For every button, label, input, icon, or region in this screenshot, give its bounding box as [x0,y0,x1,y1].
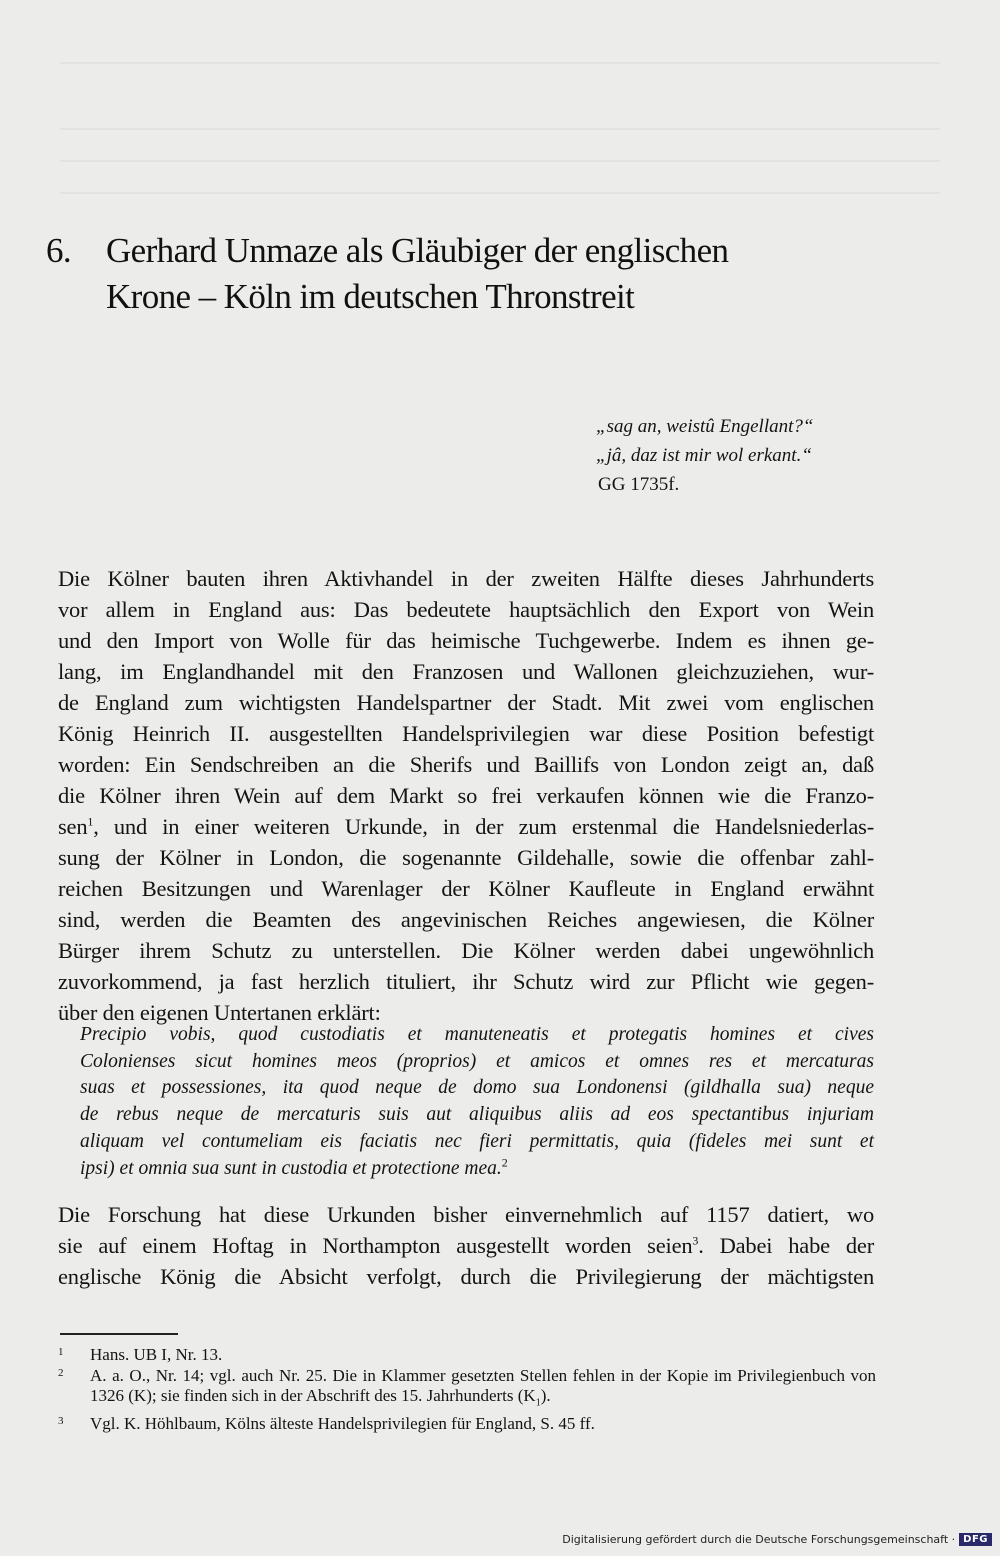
text-line: worden: Ein Sendschreiben an die Sherifs und Baillifs von London zeigt an, daß [58,752,874,777]
text-line: englische König die Absicht verfolgt, durch die Privilegierung der mächtigsten [58,1264,874,1289]
text-line: sind, werden die Beamten des angevinischen Reiches angewiesen, die Kölner [58,907,874,932]
text-line: reichen Besitzungen und Warenlager der Kölner Kaufleute in England erwähnt [58,876,874,901]
text-line: zuvorkommend, ja fast herzlich tituliert, ihr Schutz wird zur Pflicht wie gegen- [58,969,874,994]
text-line: lang, im Englandhandel mit den Franzosen und Wallonen gleichzuziehen, wur- [58,659,874,684]
footnote-ref-3: 3 [692,1233,699,1248]
text-line: die Kölner ihren Wein auf dem Markt so frei verkaufen können wie die Franzo- [58,783,874,808]
footnote-2 [58,1366,876,1414]
epigraph-line-1: „sag an, weistû Engellant?“ [596,416,814,437]
text-line [58,1230,874,1261]
text-fragment: sen [58,814,88,839]
quote-line: Precipio vobis, quod custodiatis et manuteneatis et protegatis homines et cives [80,1024,874,1045]
body-paragraph-1 [58,563,874,1028]
footnote-mark: 3 [58,1414,64,1427]
text-fragment: A. a. O., Nr. 14; vgl. auch Nr. 25. Die in Klammer gesetzten Stellen fehlen in der Kopie im Privilegienbuch von 1326 (K); sie finden sich in der Abschrift des 15. Jahrhunderts (K [90,1365,876,1405]
digitization-credit [562,1530,992,1548]
footnote-text [90,1366,876,1414]
text-fragment: . Dabei habe der [698,1233,874,1258]
body-paragraph-2 [58,1199,874,1292]
chapter-number: 6. [46,231,72,270]
text-line: sung der Kölner in London, die sogenannte Gildehalle, sowie die offenbar zahl- [58,845,874,870]
show-through-line [60,192,940,194]
subscript: 1 [535,1397,541,1409]
footnote-mark: 2 [58,1366,64,1379]
text-fragment: , und in einer weiteren Urkunde, in der zum erstenmal die Handelsniederlas- [93,814,874,839]
footnote-ref-2: 2 [501,1155,508,1170]
footnote-mark: 1 [58,1346,64,1358]
footnote-separator [60,1333,178,1335]
text-line: König Heinrich II. ausgestellten Handelsprivilegien war diese Position befestigt [58,721,874,746]
epigraph-source: GG 1735f. [598,474,680,495]
text-line: Die Forschung hat diese Urkunden bisher einvernehmlich auf 1157 datiert, wo [58,1202,874,1227]
footnote-text: Hans. UB I, Nr. 13. [90,1345,223,1364]
credit-text: Digitalisierung gefördert durch die Deutsche Forschungsgemeinschaft · [562,1532,956,1546]
latin-quote [80,1022,874,1182]
chapter-heading [46,228,728,320]
quote-line [80,1156,874,1183]
text-fragment: sie auf einem Hoftag in Northampton ausgestellt worden seien [58,1233,693,1258]
quote-line: suas et possessiones, ita quod neque de domo sua Londonensi (gildhalla sua) neque [80,1077,874,1099]
text-line: Bürger ihrem Schutz zu unterstellen. Die Kölner werden dabei ungewöhnlich [58,938,874,963]
text-fragment: ipsi) et omnia sua sunt in custodia et protectione mea. [80,1157,502,1179]
show-through-line [60,62,940,64]
footnote-3 [58,1414,876,1435]
text-line: und den Import von Wolle für das heimische Tuchgewerbe. Indem es ihnen ge- [58,628,874,653]
text-line: über den eigenen Untertanen erklärt: [58,1000,381,1025]
chapter-title-line-1: Gerhard Unmaze als Gläubiger der englischen [106,231,729,270]
footnote-text: Vgl. K. Höhlbaum, Kölns älteste Handelsprivilegien für England, S. 45 ff. [90,1413,595,1433]
footnotes [58,1345,876,1434]
footnote-ref-1: 1 [87,814,94,829]
text-line: vor allem in England aus: Das bedeutete hauptsächlich den Export von Wein [58,597,874,622]
dfg-logo-icon: DFG [959,1533,992,1546]
chapter-title-line-2: Krone – Köln im deutschen Thronstreit [106,277,635,316]
quote-line: Colonienses sicut homines meos (proprios) et amicos et omnes res et mercaturas [80,1050,874,1072]
quote-line: de rebus neque de mercaturis suis aut aliquibus aliis ad eos spectantibus injuriam [80,1104,874,1126]
text-fragment: ). [540,1386,551,1405]
quote-line: aliquam vel contumeliam eis faciatis nec fieri permittatis, quia (fideles mei sunt et [80,1130,874,1152]
text-line: de England zum wichtigsten Handelspartner der Stadt. Mit zwei vom englischen [58,690,874,715]
show-through-line [60,128,940,130]
footnote-1 [58,1345,876,1366]
epigraph-line-2: „jâ, daz ist mir wol erkant.“ [596,445,812,466]
text-line: Die Kölner bauten ihren Aktivhandel in der zweiten Hälfte dieses Jahrhunderts [58,566,874,591]
show-through-line [60,160,940,162]
epigraph [596,412,813,499]
text-line [58,811,874,842]
